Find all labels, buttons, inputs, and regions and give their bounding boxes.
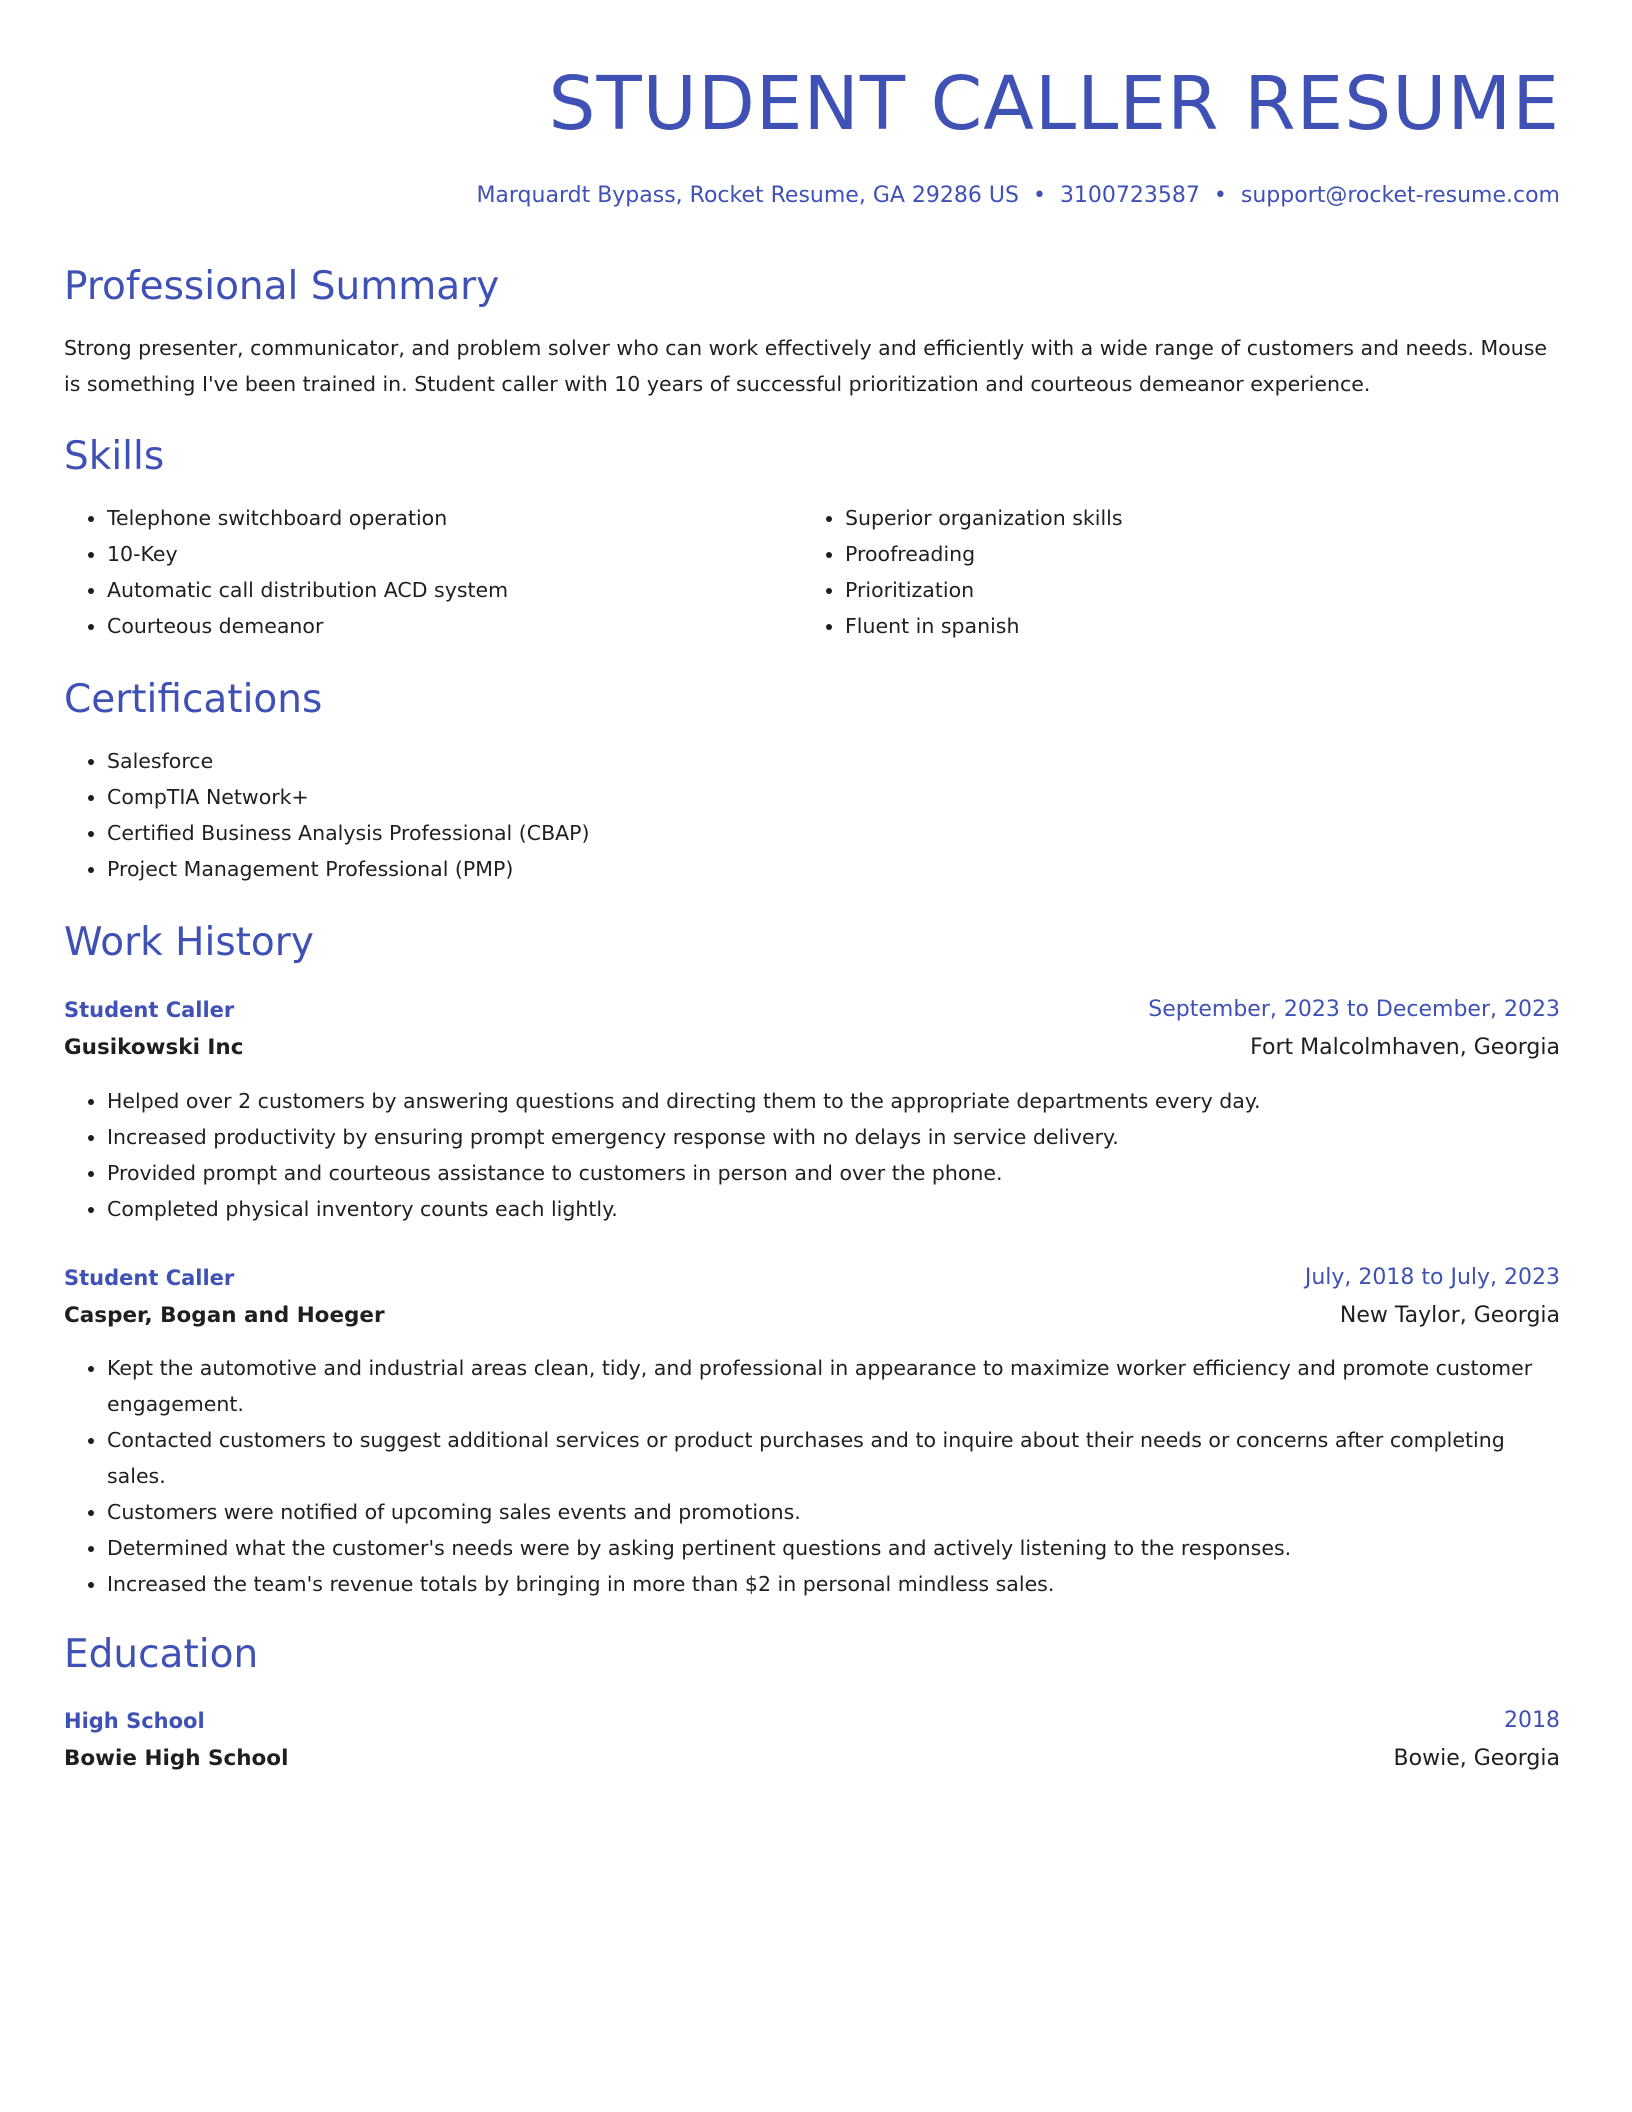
- contact-separator: •: [1213, 183, 1227, 208]
- certification-item: • Certified Business Analysis Professional (CBAP): [107, 815, 1507, 851]
- job-dates: July, 2018 to July, 2023: [1304, 1265, 1560, 1290]
- job-duty: • Increased the team's revenue totals by bringing in more than $2 in personal mindless sales.: [107, 1566, 1560, 1602]
- job-duty: • Determined what the customer's needs were by asking pertinent questions and actively listening to the responses.: [107, 1530, 1560, 1566]
- contact-separator: •: [1032, 183, 1046, 208]
- skill-item: • Fluent in spanish: [845, 608, 1545, 644]
- job-duty: • Customers were notified of upcoming sales events and promotions.: [107, 1494, 1560, 1530]
- skill-item: • Superior organization skills: [845, 500, 1545, 536]
- job-duty: • Contacted customers to suggest additional services or product purchases and to inquire about their needs or concerns after completing sales.: [107, 1422, 1560, 1494]
- job-header-row: [64, 992, 1560, 1028]
- education-school-row: [64, 1741, 1560, 1777]
- skill-item: • Prioritization: [845, 572, 1545, 608]
- contact-email[interactable]: support@rocket-resume.com: [1240, 183, 1560, 208]
- contact-line: [476, 180, 1560, 212]
- education-header-row: [64, 1703, 1560, 1739]
- job-duty: • Increased productivity by ensuring prompt emergency response with no delays in service delivery.: [107, 1119, 1560, 1155]
- job-employer-row: [64, 1298, 1560, 1334]
- certification-item: • Project Management Professional (PMP): [107, 851, 1507, 887]
- education-location: Bowie, Georgia: [1393, 1746, 1560, 1771]
- job-duties-list: [64, 1350, 1560, 1602]
- job-employer: Casper, Bogan and Hoeger: [64, 1303, 385, 1328]
- skill-item: • Automatic call distribution ACD system: [107, 572, 807, 608]
- job-header-row: [64, 1260, 1560, 1296]
- skill-item: • Courteous demeanor: [107, 608, 807, 644]
- contact-address: Marquardt Bypass, Rocket Resume, GA 29286 US: [476, 183, 1019, 208]
- job-employer-row: [64, 1030, 1560, 1066]
- job-duties-list: [64, 1083, 1560, 1227]
- education-year: 2018: [1504, 1708, 1560, 1733]
- job-location: New Taylor, Georgia: [1339, 1303, 1560, 1328]
- job-duty: • Provided prompt and courteous assistance to customers in person and over the phone.: [107, 1155, 1560, 1191]
- certifications-list: [64, 743, 1507, 887]
- education-degree: High School: [64, 1709, 205, 1733]
- contact-phone: 3100723587: [1059, 183, 1200, 208]
- skill-item: • Telephone switchboard operation: [107, 500, 807, 536]
- resume-title: STUDENT CALLER RESUME: [548, 61, 1560, 147]
- education-heading: Education: [64, 1632, 259, 1677]
- certification-item: • Salesforce: [107, 743, 1507, 779]
- job-duty: • Completed physical inventory counts each lightly.: [107, 1191, 1560, 1227]
- certifications-heading: Certifications: [64, 677, 323, 722]
- education-school: Bowie High School: [64, 1746, 289, 1771]
- resume-page: [64, 0, 1560, 2112]
- work-history-heading: Work History: [64, 920, 314, 965]
- skill-item: • 10-Key: [107, 536, 807, 572]
- certification-item: • CompTIA Network+: [107, 779, 1507, 815]
- summary-heading: Professional Summary: [64, 264, 500, 309]
- job-duty: • Kept the automotive and industrial areas clean, tidy, and professional in appearance to maximize worker efficiency and promote customer engagement.: [107, 1350, 1560, 1422]
- skills-list-right: [802, 500, 1545, 644]
- skills-heading: Skills: [64, 434, 165, 479]
- job-title: Student Caller: [64, 998, 235, 1022]
- summary-text: Strong presenter, communicator, and problem solver who can work effectively and efficiently with a wide range of customers and needs. Mouse is something I've been trained in. Student caller with 10 years of successful prioritization and courteous demeanor experience.: [64, 336, 1547, 396]
- job-dates: September, 2023 to December, 2023: [1148, 997, 1560, 1022]
- job-title: Student Caller: [64, 1266, 235, 1290]
- skills-list-left: [64, 500, 807, 644]
- skill-item: • Proofreading: [845, 536, 1545, 572]
- job-location: Fort Malcolmhaven, Georgia: [1250, 1035, 1560, 1060]
- job-duty: • Helped over 2 customers by answering questions and directing them to the appropriate departments every day.: [107, 1083, 1560, 1119]
- job-employer: Gusikowski Inc: [64, 1035, 244, 1060]
